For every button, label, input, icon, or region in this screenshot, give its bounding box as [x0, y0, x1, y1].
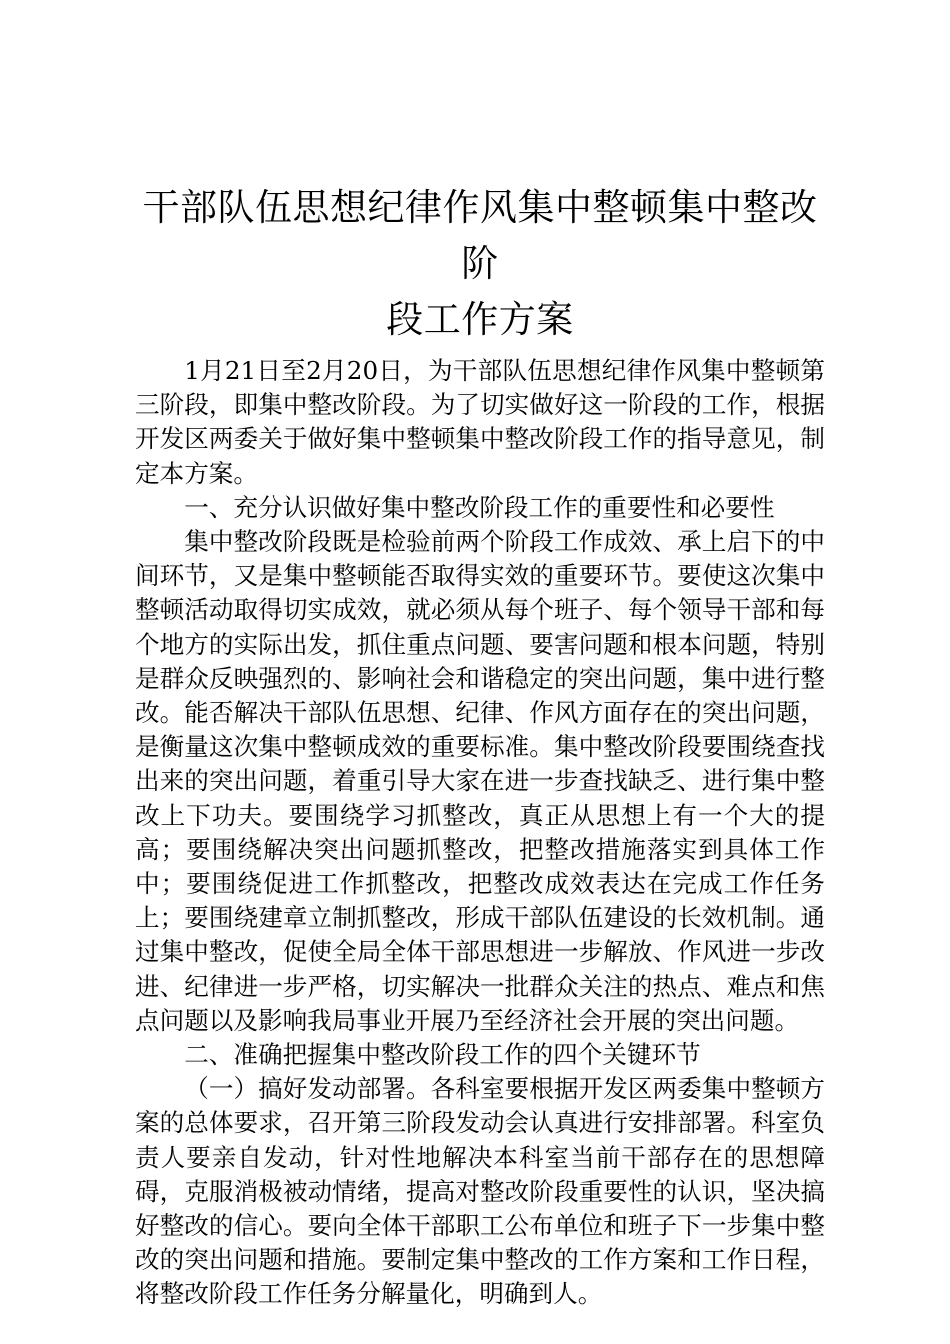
title-line-2: 段工作方案	[386, 298, 574, 341]
document-page	[135, 180, 825, 1312]
body-paragraph: 集中整改阶段既是检验前两个阶段工作成效、承上启下的中间环节，又是集中整顿能否取得实效的重要环节。要使这次集中整顿活动取得切实成效，就必须从每个班子、每个领导干部和每个地方的实际出发，抓住重点问题、要害问题和根本问题，特别是群众反映强烈的、影响社会和谐稳定的突出问题，集中进行整改。能否解决干部队伍思想、纪律、作风方面存在的突出问题，是衡量这次集中整顿成效的重要标准。集中整改阶段要围绕查找出来的突出问题，着重引导大家在进一步查找缺乏、进行集中整改上下功夫。要围绕学习抓整改，真正从思想上有一个大的提高；要围绕解决突出问题抓整改，把整改措施落实到具体工作中；要围绕促进工作抓整改，把整改成效表达在完成工作任务上；要围绕建章立制抓整改，形成干部队伍建设的长效机制。通过集中整改，促使全局全体干部思想进一步解放、作风进一步改进、纪律进一步严格，切实解决一批群众关注的热点、难点和焦点问题以及影响我局事业开展乃至经济社会开展的突出问题。	[135, 527, 825, 1035]
section-heading-2: 二、准确把握集中整改阶段工作的四个关键环节	[184, 1040, 701, 1070]
section-heading-1: 一、充分认识做好集中整改阶段工作的重要性和必要性	[184, 492, 775, 522]
title-line-1: 干部队伍思想纪律作风集中整顿集中整改阶	[142, 186, 818, 285]
subsection-paragraph: （一）搞好发动部署。各科室要根据开发区两委集中整顿方案的总体要求，召开第三阶段发动会认真进行安排部署。科室负责人要亲自发动，针对性地解决本科室当前干部存在的思想障碍，克服消极被动情绪，提高对整改阶段重要性的认识，坚决搞好整改的信心。要向全体干部职工公布单位和班子下一步集中整改的突出问题和措施。要制定集中整改的工作方案和工作日程，将整改阶段工作任务分解量化，明确到人。	[135, 1074, 825, 1309]
intro-paragraph: 1月21日至2月20日，为干部队伍思想纪律作风集中整顿第三阶段，即集中整改阶段。为了切实做好这一阶段的工作，根据开发区两委关于做好集中整顿集中整改阶段工作的指导意见，制定本方案。	[135, 356, 825, 488]
document-title	[135, 180, 825, 348]
document-body	[135, 354, 825, 1312]
